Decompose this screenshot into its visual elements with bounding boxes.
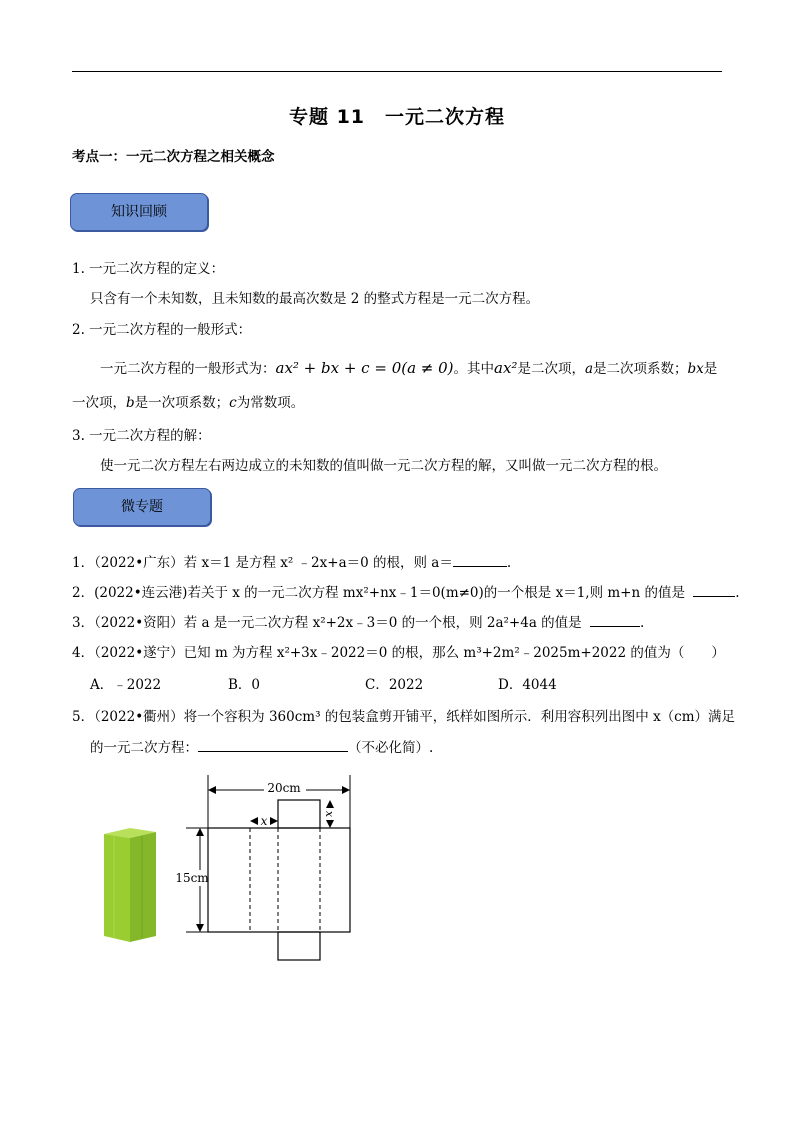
problem-text: 2．(2022•连云港)若关于 x 的一元二次方程 mx²+nx﹣1＝0(m≠0)的一个根是 x＝1,则 m+n 的值是 bbox=[72, 585, 685, 601]
problem-text: 的一元二次方程： bbox=[90, 740, 198, 756]
knowledge-text-2 bbox=[100, 358, 717, 379]
text-fragment: 一元二次方程的一般形式为： bbox=[100, 361, 276, 377]
knowledge-heading-2: 2. 一元二次方程的一般形式： bbox=[72, 322, 252, 338]
answer-blank bbox=[453, 552, 507, 567]
box-net-diagram bbox=[170, 770, 370, 966]
text-fragment: 是二次项系数； bbox=[593, 361, 688, 377]
knowledge-heading-3: 3. 一元二次方程的解： bbox=[72, 428, 211, 444]
problem-text: . bbox=[639, 615, 645, 631]
review-badge: 知识回顾 bbox=[70, 193, 208, 231]
knowledge-text-1: 只含有一个未知数，且未知数的最高次数是 2 的整式方程是一元二次方程。 bbox=[90, 291, 540, 307]
option-a: A．﹣2022 bbox=[90, 677, 162, 693]
x-label: x bbox=[260, 814, 268, 828]
problem-text: 1．（2022•广东）若 x＝1 是方程 x² ﹣2x+a＝0 的根，则 a＝ bbox=[72, 555, 453, 571]
text-fragment: 是二次项， bbox=[517, 361, 585, 377]
problem-5: 5．（2022•衢州）将一个容积为 360cm³ 的包装盒剪开铺平，纸样如图所示．利用容积列出图中 x（cm）满足 bbox=[72, 709, 736, 725]
special-topic-badge: 微专题 bbox=[73, 488, 211, 526]
section-subtitle: 考点一：一元二次方程之相关概念 bbox=[72, 149, 275, 165]
problem-4: 4．（2022•遂宁）已知 m 为方程 x²+3x﹣2022＝0 的根，那么 m³+2m²﹣2025m+2022 的值为（ ） bbox=[72, 645, 725, 661]
knowledge-text-4: 使一元二次方程左右两边成立的未知数的值叫做一元二次方程的解，又叫做一元二次方程的根。 bbox=[100, 458, 667, 474]
problem-2 bbox=[72, 582, 740, 603]
net-main-panel bbox=[208, 828, 350, 932]
text-fragment: 。其中 bbox=[453, 361, 495, 377]
net-top-flap bbox=[278, 800, 320, 828]
math-term: bx bbox=[687, 361, 704, 377]
page-title: 专题 11 一元二次方程 bbox=[288, 106, 506, 128]
option-d: D．4044 bbox=[498, 677, 557, 693]
answer-blank bbox=[590, 612, 640, 627]
box-side-face bbox=[130, 832, 156, 942]
general-form-formula: ax² + bx + c = 0(a ≠ 0) bbox=[275, 359, 454, 377]
height-label: 15cm bbox=[175, 871, 209, 885]
answer-blank bbox=[693, 582, 735, 597]
math-term: c bbox=[229, 395, 237, 411]
math-term: ax² bbox=[494, 359, 518, 377]
option-b: B．0 bbox=[228, 677, 261, 693]
math-term: a bbox=[584, 361, 594, 377]
problem-3 bbox=[72, 612, 644, 633]
problem-text: 3．（2022•资阳）若 a 是一元二次方程 x²+2x﹣3＝0 的一个根，则 2a²+4a 的值是 bbox=[72, 615, 582, 631]
problem-text: . bbox=[506, 555, 512, 571]
text-fragment: 是一次项系数； bbox=[134, 395, 230, 411]
option-c: C．2022 bbox=[365, 677, 424, 693]
problem-text: . bbox=[735, 585, 740, 601]
knowledge-text-3 bbox=[72, 393, 304, 413]
text-fragment: 是 bbox=[703, 361, 718, 377]
width-label: 20cm bbox=[267, 781, 301, 795]
text-fragment: 一次项， bbox=[72, 395, 126, 411]
problem-text: （不必化简）. bbox=[348, 740, 434, 756]
problem-1 bbox=[72, 552, 511, 573]
problem-5-line-2 bbox=[90, 737, 433, 758]
package-box-image bbox=[100, 826, 164, 946]
math-term: b bbox=[126, 395, 135, 411]
answer-blank bbox=[198, 737, 348, 752]
text-fragment: 为常数项。 bbox=[236, 395, 305, 411]
net-bottom-flap bbox=[278, 932, 320, 960]
side-x-label: x bbox=[323, 810, 336, 818]
box-front-face bbox=[104, 834, 130, 942]
knowledge-heading-1: 1. 一元二次方程的定义： bbox=[72, 261, 225, 277]
header-rule bbox=[72, 71, 722, 72]
